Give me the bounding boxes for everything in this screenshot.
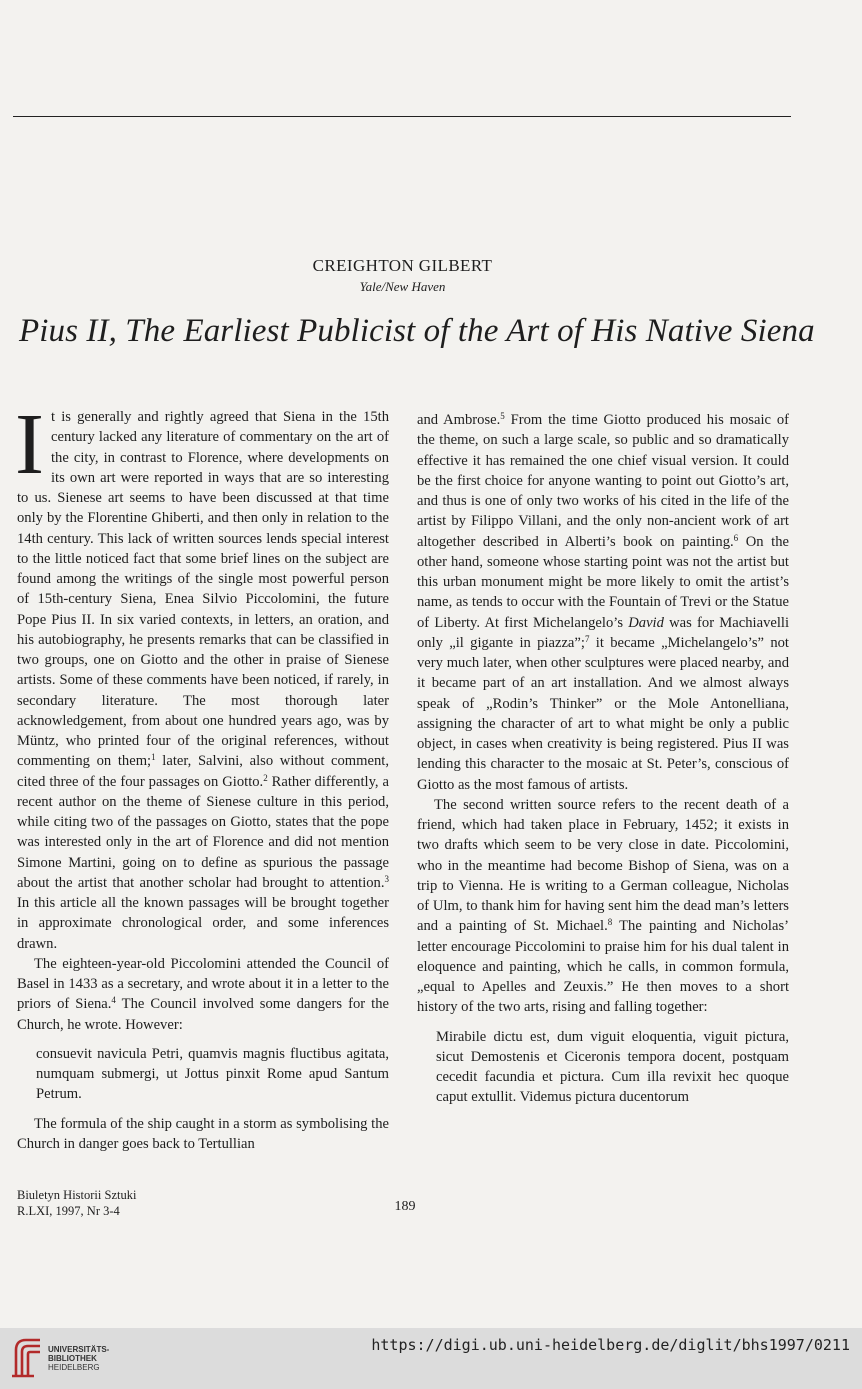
text-run: and Ambrose. xyxy=(417,412,501,428)
library-name xyxy=(48,1345,109,1372)
block-quote: Mirabile dictu est, dum viguit eloquentia, viguit pictura, sicut Demostenis et Ciceronis tempora docent, postquam cecedit facundia et pictura. Cum illa revixit hec quoque caput extullit. Videmus pictura ducentorum xyxy=(436,1028,789,1106)
footnote-ref: 8 xyxy=(607,917,613,928)
text-run: later, Salvini, also without comment, cited three of the four passages on Giotto. xyxy=(17,753,389,790)
page-number: 189 xyxy=(394,1199,416,1214)
paragraph xyxy=(417,410,789,795)
journal-volume: R.LXI, 1997, Nr 3-4 xyxy=(17,1204,120,1218)
text-run: was for Machiavelli only „il gigante in piazza”; xyxy=(417,614,790,651)
italic-text: David xyxy=(628,614,664,631)
text-run: The painting and Nicholas’ letter encourage Piccolomini to praise him for his dual talent in eloquence and painting, which he calls, in common formula, „equal to Apelles and Zeuxis.” He then moves to a short history of the two arts, rising and falling together: xyxy=(417,918,789,1016)
footnote-ref: 6 xyxy=(733,532,739,543)
footnote-ref: 3 xyxy=(384,873,389,884)
logo-line: HEIDELBERG xyxy=(48,1363,100,1372)
paragraph xyxy=(15,395,390,954)
text-run: On the other hand, someone whose starting point was not the artist but this urban monument might be more likely to omit the artist’s name, as tends to occur with the Fountain of Trevi or the Statue of Liberty. At first Michelangelo’s xyxy=(417,533,789,631)
paragraph: The formula of the ship caught in a storm as symbolising the Church in danger goes back to Tertullian xyxy=(17,1115,389,1152)
permalink-url[interactable]: https://digi.ub.uni-heidelberg.de/diglit/bhs1997/0211 xyxy=(371,1336,850,1354)
text-run: Rather differently, a recent author on the theme of Sienese culture in this period, while citing two of the passages on Giotto, states that the pope was interested only in the art of Florence and did not mention Simone Martini, going on to define as spurious the passage about the artist that another scholar had brought to attention. xyxy=(17,773,390,891)
drop-cap: I xyxy=(15,395,44,492)
paragraph xyxy=(17,954,389,1035)
footnote-ref: 5 xyxy=(500,411,505,421)
text-run: From the time Giotto produced his mosaic of the theme, on such a large scale, so public and so dramatically effective it has remained the one chief visual version. It could be the first choice for anyone wanting to point out Giotto’s art, and thus is one of only two works of his cited in the life of the artist by Filippo Villani, and the only non-ancient work of art altogether described in Alberti’s book on painting. xyxy=(417,412,789,550)
footnote-ref: 4 xyxy=(111,995,116,1006)
library-emblem-icon xyxy=(10,1336,44,1380)
text-run: The second written source refers to the recent death of a friend, which had taken place in February, 1452; it exists in two drafts which seem to be very close in date. Piccolomini, who in the meantime had become Bishop of Siena, was on a trip to Vienna. He is writing to a German colleague, Nicholas of Ulm, to thank him for having sent him the dead man’s letters and a painting of St. Michael. xyxy=(417,796,789,935)
author-name: CREIGHTON GILBERT xyxy=(312,256,493,275)
journal-citation xyxy=(17,1187,136,1219)
text-run: t is generally and rightly agreed that Siena in the 15th century lacked any literature of commentary on the art of the city, in contrast to Florence, where developments on its own art were reported in ways that are so interesting to us. Sienese art seems to have been discussed at that time only by the Florentine Ghiberti, and then only in relation to the 14th century. This lack of written sources lends special interest to the little noticed fact that some brief lines on the subject are found among the writings of the single most powerful person of 15th-century Siena, Enea Silvio Piccolomini, the future Pope Pius II. In six varied contexts, in letters, an oration, and his autobiography, he presents remarks that can be classified in two groups, one on Giotto and the other in praise of Sienese artists. Some of these comments have been noticed, if rarely, in secondary literature. The most thorough later acknowledgement, from about one hundred years ago, was by Müntz, who printed four of the original references, without commenting on them; xyxy=(17,409,389,770)
author-affiliation: Yale/New Haven xyxy=(359,279,446,294)
left-column xyxy=(15,395,390,1154)
text-run: In this article all the known passages will be brought together in approximate chronological order, and some inferences drawn. xyxy=(17,895,389,952)
paragraph xyxy=(417,795,789,1018)
text-run: it became „Michelangelo’s” not very much later, when other sculptures were placed nearby, and it became part of an art installation. And we almost always speak of „Rodin’s Thinker” or the Mole Antonelliana, assigning the character of art to what might be only a public object, in cases when creativity is being registered. Pius II was lending this character to the mosaic at St. Peter’s, conscious of Giotto as the most famous of artists. xyxy=(417,634,789,793)
right-column xyxy=(417,410,789,1117)
footnote-ref: 2 xyxy=(263,772,268,783)
block-quote: consuevit navicula Petri, quamvis magnis fluctibus agitata, numquam submergi, ut Jottus pinxit Rome apud Santum Petrum. xyxy=(36,1045,389,1103)
logo-line: BIBLIOTHEK xyxy=(48,1354,97,1363)
logo-line: UNIVERSITÄTS- xyxy=(48,1345,110,1354)
library-logo[interactable] xyxy=(10,1336,44,1385)
text-run: The Council involved some dangers for the Church, he wrote. However: xyxy=(17,996,390,1033)
top-rule xyxy=(13,116,791,117)
journal-name: Biuletyn Historii Sztuki xyxy=(17,1188,137,1202)
viewer-bottom-bar xyxy=(0,1328,862,1389)
footnote-ref: 1 xyxy=(151,752,156,763)
text-run: The eighteen-year-old Piccolomini attended the Council of Basel in 1433 as a secretary, and wrote about it in a letter to the priors of Siena. xyxy=(17,955,389,1013)
footnote-ref: 7 xyxy=(584,633,590,644)
article-title: Pius II, The Earliest Publicist of the Art of His Native Siena xyxy=(19,313,815,349)
